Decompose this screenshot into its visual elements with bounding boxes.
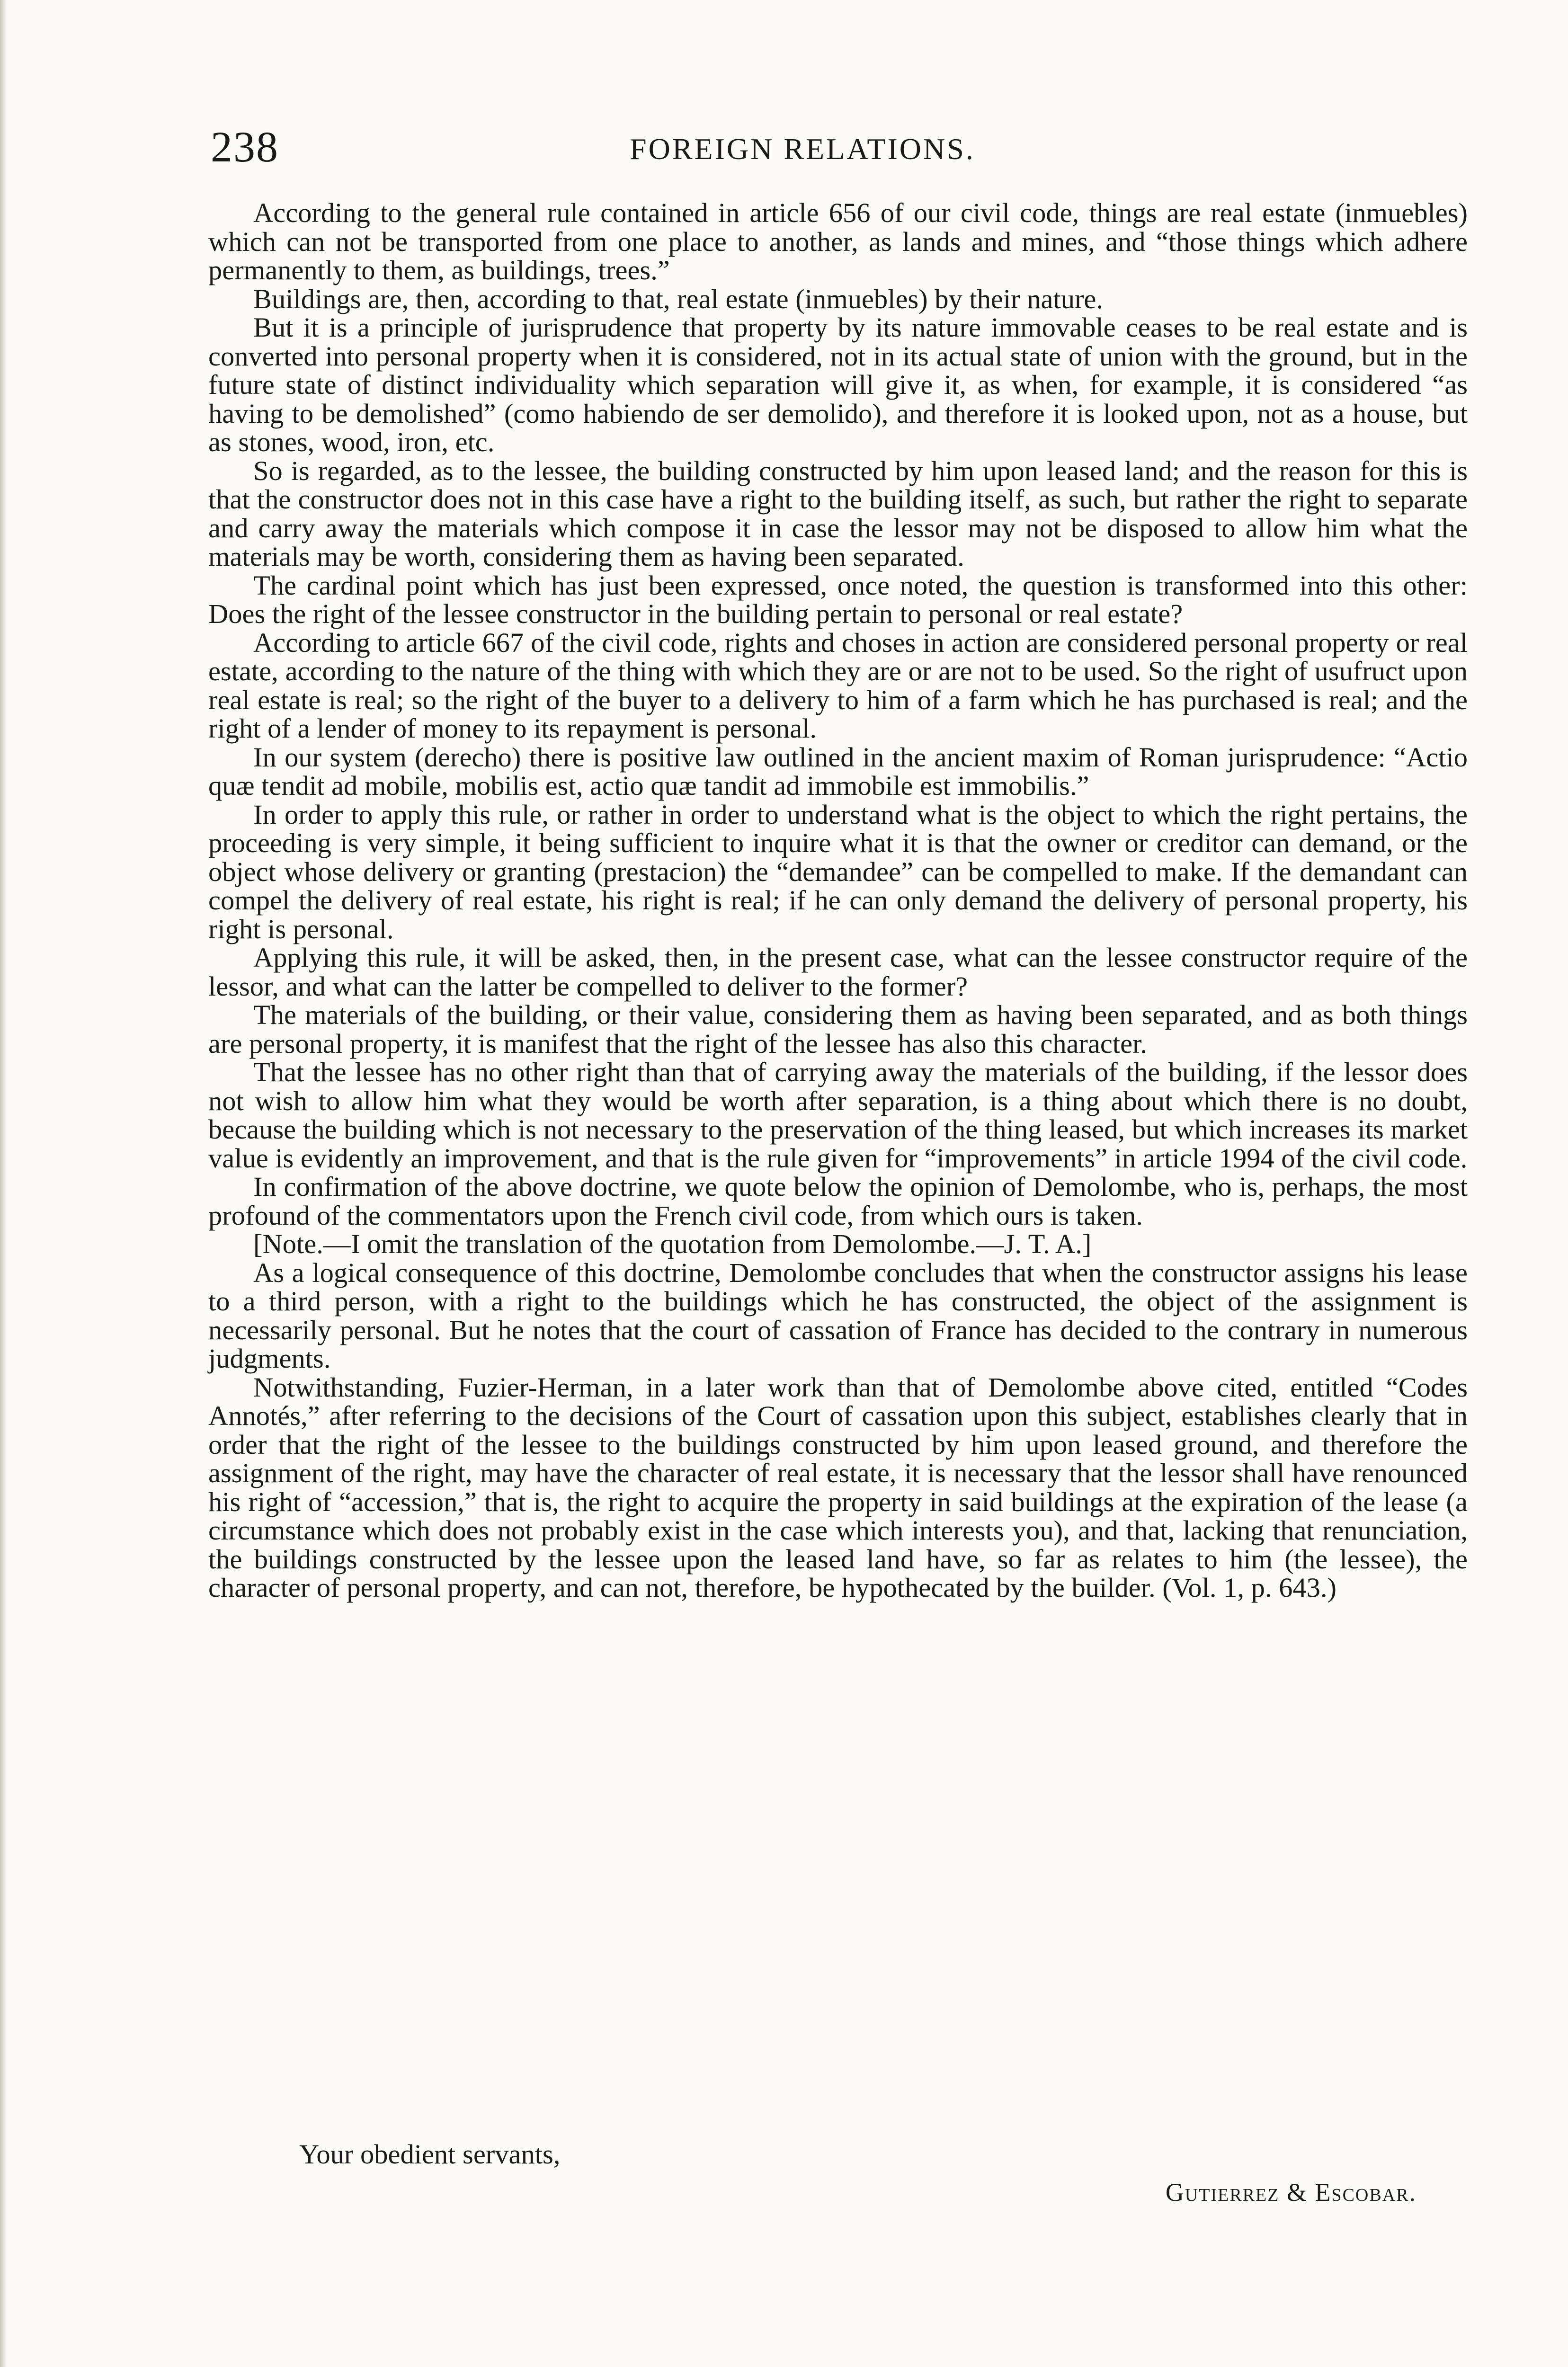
page-edge-shadow — [0, 0, 7, 2367]
running-head: FOREIGN RELATIONS. — [630, 132, 975, 166]
paragraph: That the lessee has no other right than that of carrying away the materials of the building, if the lessor does not wish to allow him what they would be worth after separation, is a thing about which there is no doubt, because the building which is not necessary to the preservation of the thing leased, but which increases its market value is evidently an improvement, and that is the rule given for “improvements” in article 1994 of the civil code. — [208, 1057, 1468, 1174]
closing-salutation: Your obedient servants, — [299, 2139, 561, 2170]
page-header — [0, 121, 1568, 178]
paragraph: As a logical consequence of this doctrine, Demolombe concludes that when the constructor assigns his lease to a third person, with a right to the buildings which he has constructed, the object of the assignment is necessarily personal. But he notes that the court of cassation of France has decided to the contrary in numerous judgments. — [208, 1257, 1468, 1374]
paragraph: But it is a principle of jurisprudence that property by its nature immovable ceases to be real estate and is converted into personal property when it is considered, not in its actual state of union with the ground, but in the future state of distinct individuality which separation will give it, as when, for example, it is considered “as having to be demolished” (como habiendo de ser demolido), and therefore it is looked upon, not as a house, but as stones, wood, iron, etc. — [208, 312, 1468, 457]
paragraph: The materials of the building, or their value, considering them as having been separated, and as both things are personal property, it is manifest that the right of the lessee has also this character. — [208, 999, 1468, 1059]
paragraph: Applying this rule, it will be asked, then, in the present case, what can the lessee constructor require of the lessor, and what can the latter be compelled to deliver to the former? — [208, 942, 1468, 1002]
paragraph: Buildings are, then, according to that, real estate (inmuebles) by their nature. — [253, 283, 1104, 314]
signature: Gutierrez & Escobar. — [1165, 2178, 1417, 2207]
paragraph: According to article 667 of the civil code, rights and choses in action are considered personal property or real estate, according to the nature of the thing with which they are or are not to be used. So the right of usufruct upon real estate is real; so the right of the buyer to a delivery to him of a farm which he has purchased is real; and the right of a lender of money to its repayment is personal. — [208, 627, 1468, 744]
paragraph: In our system (derecho) there is positive law outlined in the ancient maxim of Roman jurisprudence: “Actio quæ tendit ad mobile, mobilis est, actio quæ tandit ad immobile est immobilis.” — [208, 741, 1468, 801]
body-text — [208, 199, 1468, 1602]
paragraph: Notwithstanding, Fuzier-Herman, in a later work than that of Demolombe above cited, entitled “Codes Annotés,” after referring to the decisions of the Court of cassation upon this subject, establishes clearly that in order that the right of the lessee to the buildings constructed by him upon leased ground, and therefore the assignment of the right, may have the character of real estate, it is necessary that the lessor shall have renounced his right of “accession,” that is, the right to acquire the property in said buildings at the expiration of the lease (a circumstance which does not probably exist in the case which interests you), and that, lacking that renunciation, the buildings constructed by the lessee upon the leased land have, so far as relates to him (the lessee), the character of personal property, and can not, therefore, be hypothecated by the builder. (Vol. 1, p. 643.) — [208, 1371, 1468, 1603]
paragraph: In confirmation of the above doctrine, we quote below the opinion of Demolombe, who is, perhaps, the most profound of the commentators upon the French civil code, from which ours is taken. — [208, 1171, 1468, 1231]
paragraph: The cardinal point which has just been expressed, once noted, the question is transformed into this other: Does the right of the lessee constructor in the building pertain to personal or real estate? — [208, 570, 1468, 629]
translator-note: [Note.—I omit the translation of the quotation from Demolombe.—J. T. A.] — [253, 1228, 1092, 1259]
paragraph: According to the general rule contained in article 656 of our civil code, things are real estate (inmuebles) which can not be transported from one place to another, as lands and mines, and “those things which adhere permanently to them, as buildings, trees.” — [208, 197, 1468, 285]
page-number: 238 — [211, 123, 279, 171]
paragraph: So is regarded, as to the lessee, the building constructed by him upon leased land; and the reason for this is that the constructor does not in this case have a right to the building itself, as such, but rather the right to separate and carry away the materials which compose it in case the lessor may not be disposed to allow him what the materials may be worth, considering them as having been separated. — [208, 455, 1468, 572]
paragraph: In order to apply this rule, or rather in order to understand what is the object to which the right pertains, the proceeding is very simple, it being sufficient to inquire what it is that the owner or creditor can demand, or the object whose delivery or granting (prestacion) the “demandee” can be compelled to make. If the demandant can compel the delivery of real estate, his right is real; if he can only demand the delivery of personal property, his right is personal. — [208, 799, 1468, 944]
